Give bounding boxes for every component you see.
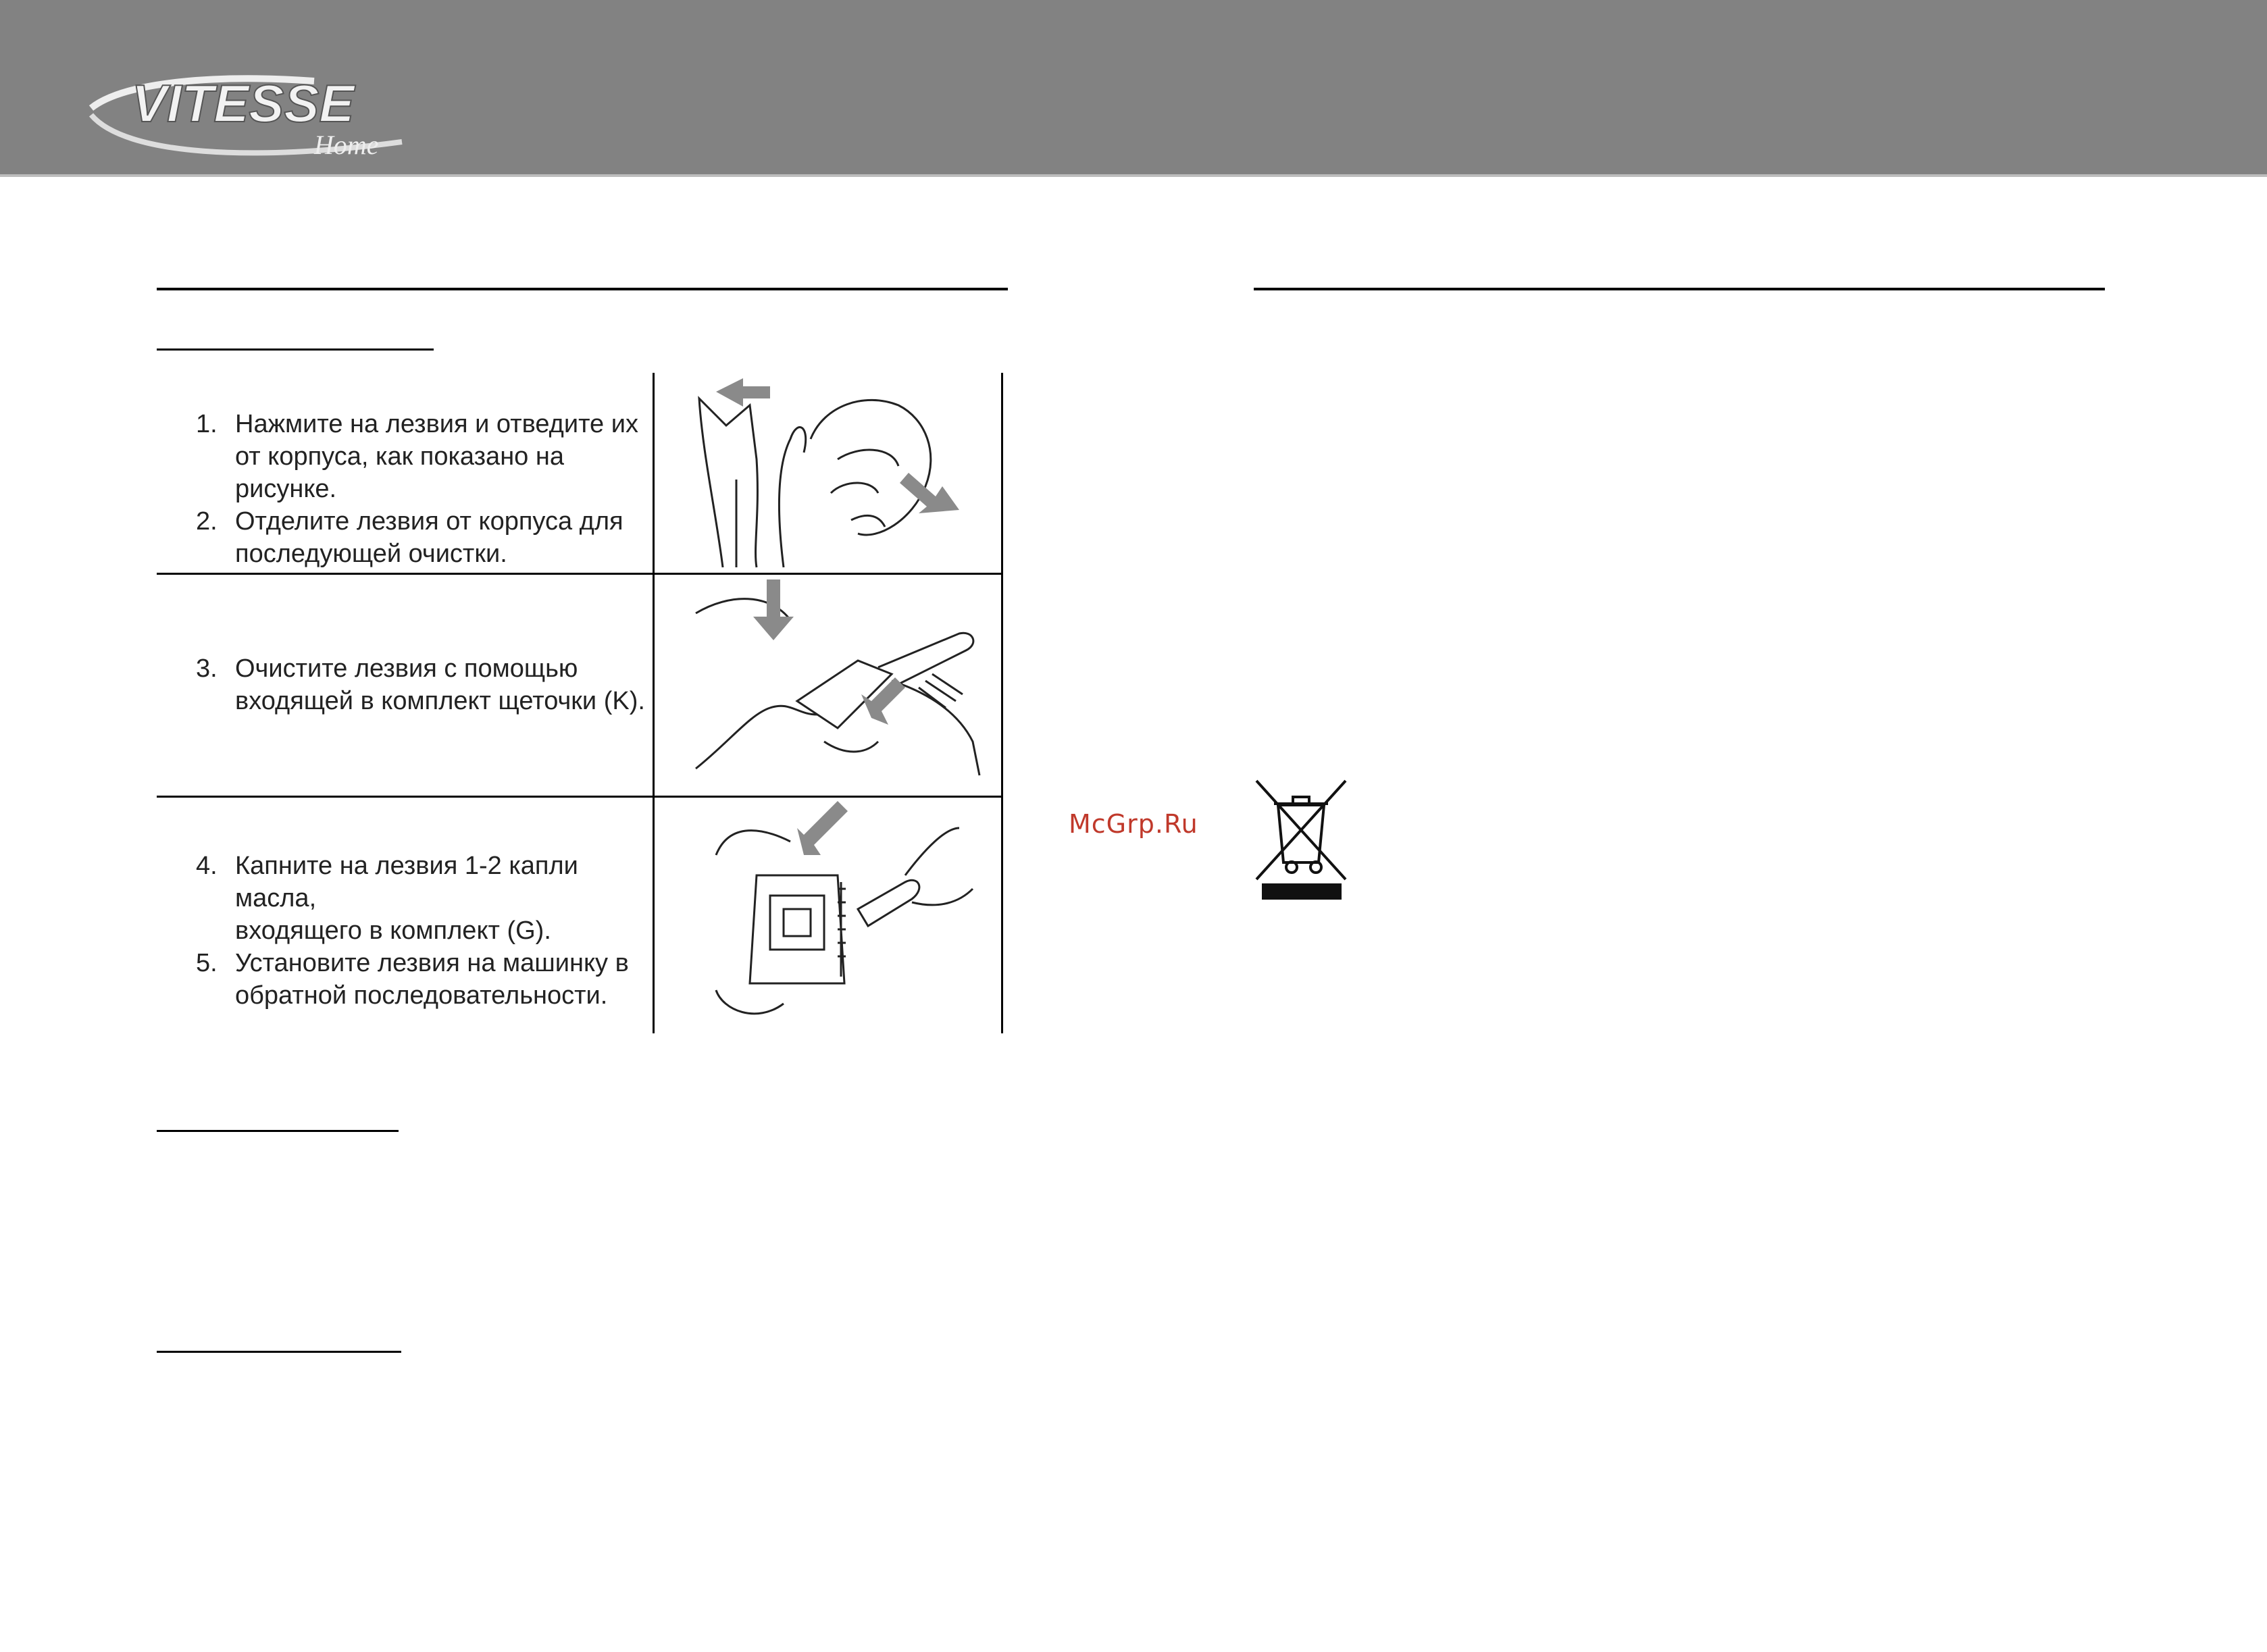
step-block-2: 3. Очистите лезвия с помощью входящей в комплект щеточки (K). bbox=[196, 654, 645, 715]
step-block-3: 4. Капните на лезвия 1-2 капли масла, входящего в комплект (G). 5. Установите лезвия на машинку в обратной последовательности. bbox=[196, 852, 629, 1010]
table-row-divider bbox=[157, 573, 1003, 575]
watermark-text: McGrp.Ru bbox=[1069, 809, 1198, 839]
step-block-1: 1. Нажмите на лезвия и отведите их от корпуса, как показано на рисунке. 2. Отделите лезвия от корпуса для последующей очистки. bbox=[196, 410, 638, 568]
svg-text:Home: Home bbox=[314, 130, 379, 160]
table-border-right bbox=[1001, 373, 1003, 1033]
arrow-down-icon bbox=[753, 579, 794, 640]
arrow-diagonal-icon bbox=[900, 473, 959, 513]
header-band bbox=[0, 0, 2267, 177]
subheading-rule-3 bbox=[157, 1351, 401, 1353]
illustration-brush-cleaning bbox=[689, 579, 986, 782]
arrow-left-icon bbox=[716, 378, 770, 407]
svg-text:VITESSE: VITESSE bbox=[132, 74, 355, 133]
arrow-down-left-icon bbox=[797, 801, 848, 855]
left-section-rule bbox=[157, 288, 1008, 290]
illustration-remove-blades bbox=[676, 378, 993, 571]
illustration-oil-blades bbox=[703, 801, 986, 1024]
table-row-divider bbox=[157, 796, 1003, 798]
arrow-up-left-icon bbox=[861, 677, 905, 725]
subheading-rule-1 bbox=[157, 349, 434, 351]
right-section-rule bbox=[1254, 288, 2105, 290]
weee-recycle-bin-icon bbox=[1254, 778, 1348, 901]
vitesse-logo bbox=[84, 68, 409, 162]
subheading-rule-2 bbox=[157, 1130, 399, 1132]
